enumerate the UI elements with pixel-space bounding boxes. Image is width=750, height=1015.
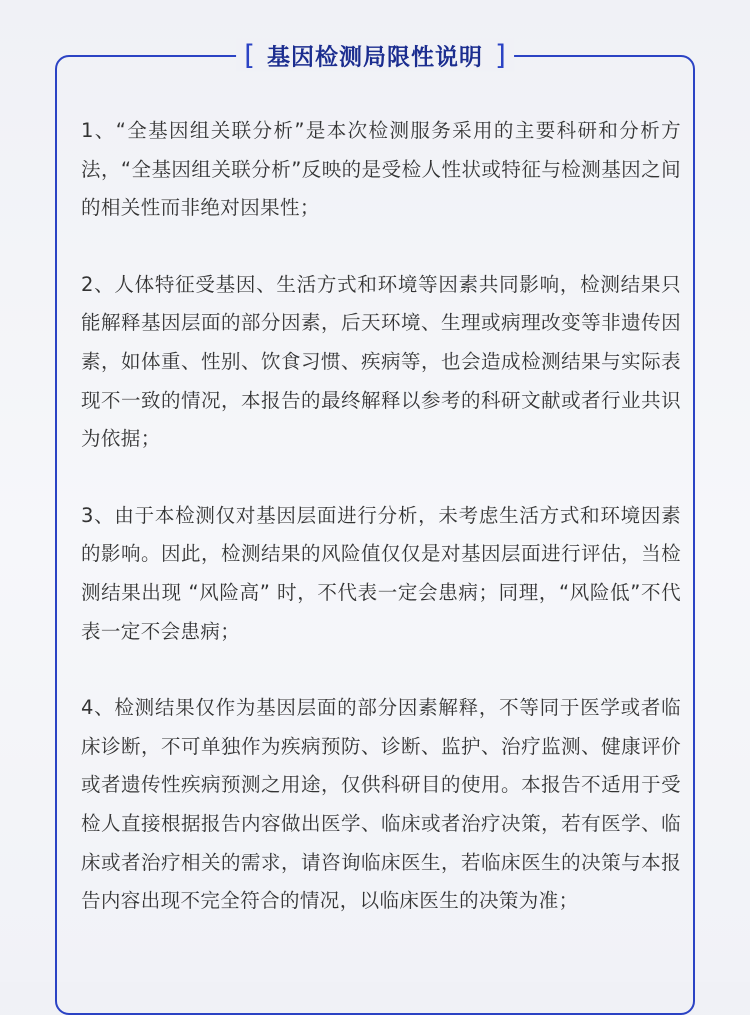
paragraph-4: 4、检测结果仅作为基因层面的部分因素解释，不等同于医学或者临床诊断，不可单独作为疾病预防、诊断、监护、治疗监测、健康评价或者遗传性疾病预测之用途，仅供科研目的使用。本报告不适用于受检人直接根据报告内容做出医学、临床或者治疗决策，若有医学、临床或者治疗相关的需求，请咨询临床医生，若临床医生的决策与本报告内容出现不完全符合的情况，以临床医生的决策为准； [81,696,681,913]
section-header [236,39,514,72]
left-bracket-icon: [ [244,38,255,71]
limitations-list [81,112,681,959]
paragraph-1: 1、“全基因组关联分析”是本次检测服务采用的主要科研和分析方法，“全基因组关联分析”反映的是受检人性状或特征与检测基因之间的相关性而非绝对因果性； [81,119,681,220]
right-bracket-icon: ] [495,38,506,71]
page-title: 基因检测局限性说明 [267,44,483,71]
paragraph-2: 2、人体特征受基因、生活方式和环境等因素共同影响，检测结果只能解释基因层面的部分因素，后天环境、生理或病理改变等非遗传因素，如体重、性别、饮食习惯、疾病等，也会造成检测结果与实际表现不一致的情况，本报告的最终解释以参考的科研文献或者行业共识为依据； [81,272,681,451]
paragraph-3: 3、由于本检测仅对基因层面进行分析，未考虑生活方式和环境因素的影响。因此，检测结果的风险值仅仅是对基因层面进行评估，当检测结果出现 “风险高” 时，不代表一定会患病；同理，“风险低”不代表一定不会患病； [81,503,681,643]
